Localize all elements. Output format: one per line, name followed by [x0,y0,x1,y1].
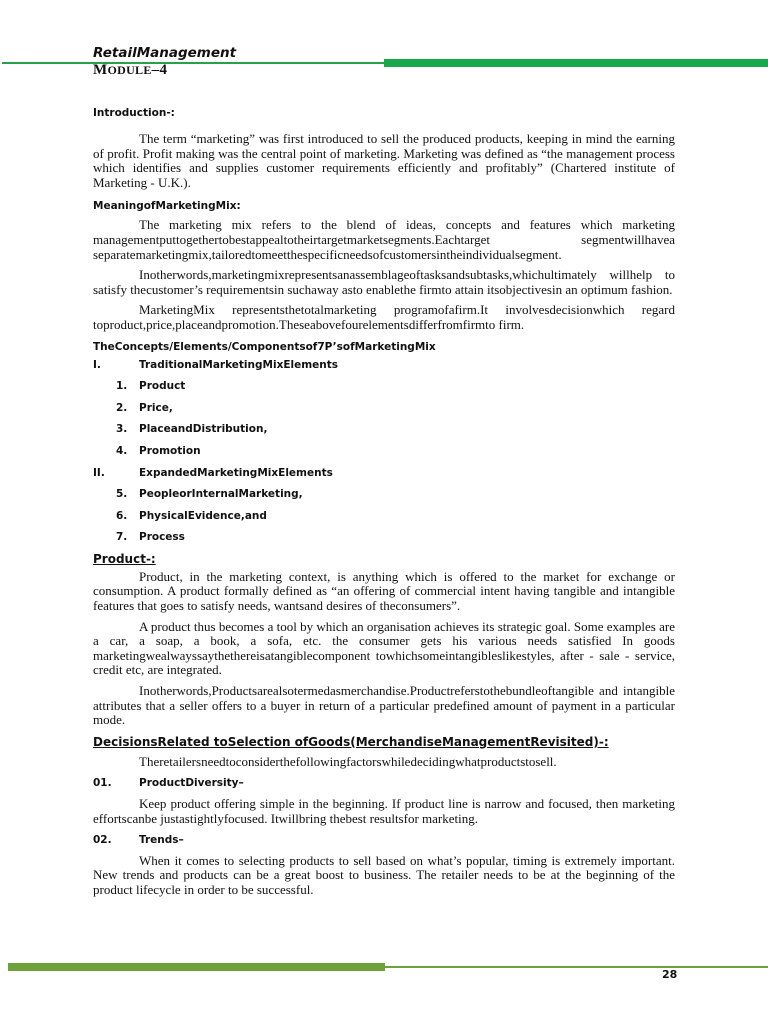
list-item [93,506,675,528]
decision-item-paragraph: Keep product offering simple in the beginning. If product line is narrow and focused, then marketing effortscanbe justastightlyfocused. Itwillbring thebest resultsfor marketing. [93,796,675,826]
list-item-number: I. [93,358,101,371]
list-item [93,419,675,441]
meaning-heading: MeaningofMarketingMix: [93,200,241,213]
header-rule-thick [384,59,768,67]
concepts-heading: TheConcepts/Elements/Componentsof7P’sofMarketingMix [93,340,436,353]
module-label-small: ODULE [107,63,152,77]
list-item [93,441,675,463]
header-title: RetailManagement [93,45,237,61]
decision-item-label: ProductDiversity– [139,777,244,790]
intro-paragraph: The term “marketing” was first introduced to sell the produced products, keeping in mind the earning of profit. Profit making was the central point of marketing. Marketing was defined as “the management process which identifies and supplies customer requirements efficiently and profitably” (Chartered institute of Marketing - U.K.). [93,131,675,190]
list-item-number: 3. [116,423,128,436]
footer-rule-thick [8,963,385,971]
list-item-number: 6. [116,509,128,522]
list-item-label: Product [139,380,186,393]
list-item-number: 5. [116,488,128,501]
list-item-label: PeopleorInternalMarketing, [139,488,303,501]
module-number: –4 [151,62,168,78]
list-item-number: II. [93,466,105,479]
decisions-heading: DecisionsRelated toSelection ofGoods(MerchandiseManagementRevisited)-: [93,734,609,749]
list-item-label: Process [139,531,185,544]
decision-item-heading [93,773,675,795]
list-item-label: TraditionalMarketingMixElements [139,358,339,371]
decision-item-paragraph: When it comes to selecting products to sell based on what’s popular, timing is extremely important. New trends and products can be a great boost to business. The retailer needs to be at the beginning of the product lifecycle in order to be successful. [93,852,675,897]
module-label [93,62,167,79]
list-item-number: 7. [116,531,128,544]
list-item-label: Promotion [139,444,201,457]
list-item-label: PhysicalEvidence,and [139,509,267,522]
module-label-cap: M [93,62,108,78]
concepts-list [93,355,675,549]
header-rule-thin [2,62,385,64]
product-paragraph-1: Product, in the marketing context, is anything which is offered to the market for exchange or consumption. A product formally defined as “an offering of commercial intent having tangible and intangible features that goes to satisfy needs, wantsand desires of theconsumers”. [93,568,675,614]
meaning-paragraph-3: MarketingMix representsthetotalmarketing programofafirm.It involvesdecisionwhich regard toproduct,price,placeandpromotion.Theseabovefourelementsdifferfromfirmto firm. [93,302,675,332]
intro-heading: Introduction-: [93,107,175,119]
list-item-number: 2. [116,401,128,414]
product-heading: Product-: [93,551,156,566]
page-content [93,106,675,898]
decision-item-heading [93,830,675,852]
list-item [93,398,675,420]
list-item [93,484,675,506]
decisions-intro: Theretailersneedtoconsiderthefollowingfactorswhiledecidingwhatproductstosell. [139,753,557,769]
list-item [93,463,675,485]
footer-rule-thin [385,966,768,968]
list-item-label: Price, [139,401,173,414]
list-item-label: ExpandedMarketingMixElements [139,466,333,479]
page-number: 28 [662,968,678,981]
list-item-number: 4. [116,444,128,457]
meaning-paragraph-1: The marketing mix refers to the blend of ideas, concepts and features which marketing managementputtogethertobestappealtotheirtargetmarketsegments.Eachtarget segmentwillhavea separatemarketingmix,tailoredtomeetthespecificneedsofcustomersintheindividualsegment. [93,217,675,262]
meaning-paragraph-2: Inotherwords,marketingmixrepresentsanassemblageoftasksandsubtasks,whichultimately willhelp to satisfy thecustomer’s requirementsin suchaway asto enablethe firmto attain itsobjectivesin an optimum fashion. [93,267,675,297]
list-item-label: PlaceandDistribution, [139,423,268,436]
product-paragraph-2: A product thus becomes a tool by which an organisation achieves its strategic goal. Some examples are a car, a soap, a book, a sofa, etc. the consumer gets his various needs satisfied In goods marketingwealwayssaythethereisatangiblecomponent towhichsomeintangibleslikestyles, after - sale - service, credit etc, are integrated. [93,618,675,678]
product-paragraph-3: Inotherwords,Productsarealsotermedasmerchandise.Productreferstothebundleoftangible and intangible attributes that a seller offers to a buyer in return of a particular predefined amount of payment in a particular mode. [93,683,675,728]
list-item [93,527,675,549]
decision-item-number: 01. [93,777,112,790]
decision-item-label: Trends– [139,834,184,847]
decision-item-number: 02. [93,834,112,847]
list-item [93,355,675,377]
list-item [93,376,675,398]
list-item-number: 1. [116,380,128,393]
